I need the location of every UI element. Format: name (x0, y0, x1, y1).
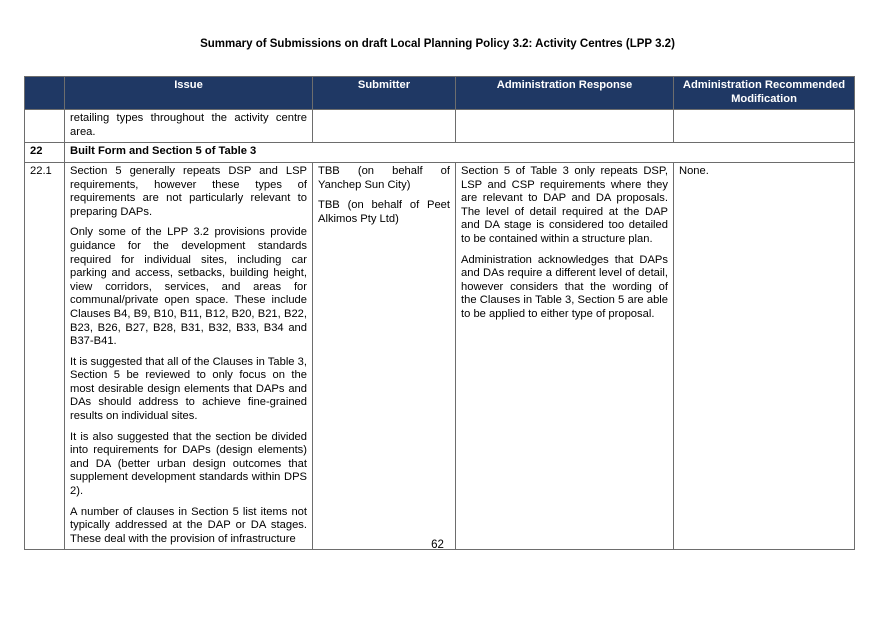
issue-paragraph: It is suggested that all of the Clauses in Table 3, Section 5 be reviewed to only focus on the most desirable design elements that DAPs and DAs should address to achieve fine-grained results on individual sites. (70, 355, 307, 423)
document-title: Summary of Submissions on draft Local Planning Policy 3.2: Activity Centres (LPP 3.2) (200, 38, 675, 50)
issue-paragraph: A number of clauses in Section 5 list items not typically addressed at the DAP or DA stages. These deal with the provision of infrastructure (70, 505, 307, 545)
continuation-response-cell (456, 110, 674, 143)
section-number: 22 (25, 143, 65, 163)
modification-text: None. (679, 164, 709, 177)
submitter-entry: TBB (on behalf of Yanchep Sun City) (318, 164, 450, 191)
header-administration-response: Administration Response (456, 77, 674, 110)
continuation-submitter-cell (313, 110, 456, 143)
modification-cell (674, 162, 855, 549)
row-number: 22.1 (25, 162, 65, 549)
issue-paragraph: Only some of the LPP 3.2 provisions provide guidance for the development standards required for individual sites, including car parking and access, setbacks, building height, view corridors, services, and areas for communal/private open space. These include Clauses B4, B9, B10, B11, B12, B20, B21, B22, B23, B26, B27, B28, B31, B32, B33, B34 and B37-B41. (70, 226, 307, 348)
response-paragraph: Section 5 of Table 3 only repeats DSP, LSP and CSP requirements where they are relevant to DAP and DA proposals. The level of detail required at the DAP and DA stage is considered too detailed to be contained within a structure plan. (461, 164, 668, 245)
issue-paragraph: Section 5 generally repeats DSP and LSP requirements, however these types of requirements are not particularly relevant to preparing DAPs. (70, 164, 307, 218)
table-header-row (25, 77, 855, 110)
submissions-table (24, 76, 855, 550)
continuation-row (25, 110, 855, 143)
continuation-modification-cell (674, 110, 855, 143)
section-row (25, 143, 855, 163)
submitter-cell (313, 162, 456, 549)
response-cell (456, 162, 674, 549)
issue-paragraph: It is also suggested that the section be divided into requirements for DAPs (design elements) and DA (better urban design outcomes that supplement development standards within DPS 2). (70, 430, 307, 498)
header-number (25, 77, 65, 110)
header-recommended-modification: Administration Recommended Modification (674, 77, 855, 110)
issue-cell (65, 162, 313, 549)
header-issue: Issue (65, 77, 313, 110)
page-number: 62 (431, 539, 444, 551)
continuation-issue-cell: retailing types throughout the activity centre area. (65, 110, 313, 143)
continuation-number-cell (25, 110, 65, 143)
response-paragraph: Administration acknowledges that DAPs and DAs require a different level of detail, however considers that the wording of the Clauses in Table 3, Section 5 are able to be applied to either type of proposal. (461, 253, 668, 320)
submitter-entry: TBB (on behalf of Peet Alkimos Pty Ltd) (318, 199, 450, 225)
table-row (25, 162, 855, 549)
header-submitter: Submitter (313, 77, 456, 110)
section-title: Built Form and Section 5 of Table 3 (65, 143, 855, 163)
